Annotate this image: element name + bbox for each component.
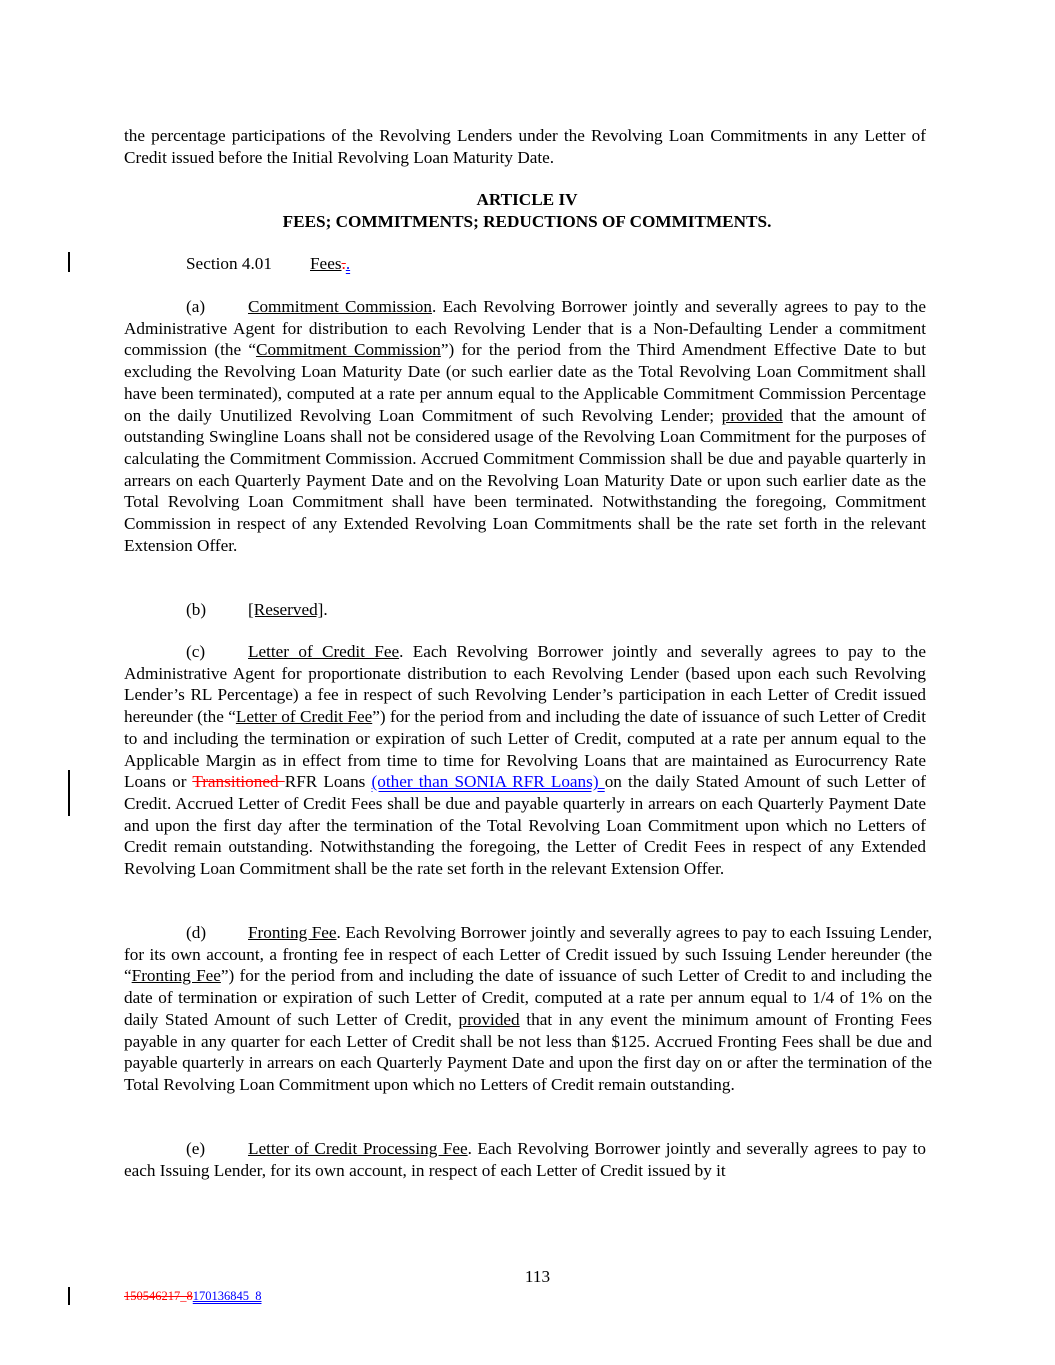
paragraph-heading: Fronting Fee (248, 923, 337, 942)
provided-term: provided (721, 405, 783, 425)
paragraph-label: (b) (186, 600, 207, 619)
change-bar (68, 252, 70, 272)
change-bar (68, 1287, 70, 1305)
paragraph-heading: [Reserved] (248, 600, 324, 619)
provided-term: provided (458, 1009, 520, 1029)
paragraph-text: . Each Revolving Borrower jointly and severally agrees to pay to each Issuing Lender, for its own account, a fronting fee in respect of each Letter of Credit issued by such Issuing Lender hereunder (the “ (124, 923, 932, 986)
paragraph-heading: Letter of Credit Fee (248, 642, 400, 661)
paragraph-text: RFR Loans (284, 772, 372, 792)
inserted-text: (other than SONIA RFR Loans) (371, 772, 605, 792)
paragraph-text: ”) for the period from and including the date of issuance of such Letter of Credit to and including the termination or expiration of such Letter of Credit, computed at a rate per annum equal to the Applicable Margin as in effect from time to time for Revolving Loans that are maintained as Eurocurrency Rate Loans or (124, 707, 927, 792)
change-bar (68, 770, 70, 816)
paragraph-c (124, 641, 926, 880)
inserted-doc-id: 170136845_8 (192, 1289, 262, 1303)
paragraph-text: . Each Revolving Borrower jointly and severally agrees to pay to the Administrative Agent for proportionate distribution to each Revolving Lender (based upon each such Revolving Lender’s RL Percentage) a fee in respect of such Revolving Lender’s participation in each Letter of Credit issued hereunder (the “ (124, 642, 926, 727)
article-number: ARTICLE IV (476, 190, 578, 209)
paragraph-label: (e) (186, 1139, 206, 1158)
page-number: 113 (524, 1267, 551, 1286)
deleted-doc-id: 150546217_8 (124, 1289, 193, 1303)
paragraph-b (124, 599, 926, 621)
section-heading (186, 253, 350, 275)
paragraph-text: that the amount of outstanding Swingline Loans shall not be considered usage of the Revolving Loan Commitment for the purposes of calculating the Commitment Commission. Accrued Commitment Commission shall be due and payable quarterly in arrears on each Quarterly Payment Date and on the Revolving Loan Maturity Date or upon such earlier date as the Total Revolving Loan Commitment shall have been terminated. Notwithstanding the foregoing, Commitment Commission in respect of any Extended Revolving Loan Commitments shall be the rate set forth in the relevant Extension Offer. (124, 405, 926, 555)
paragraph-heading: Letter of Credit Processing Fee (248, 1139, 468, 1158)
paragraph-text: . Each Revolving Borrower jointly and severally agrees to pay to each Issuing Lender, for its own account, in respect of each Letter of Credit issued by it (124, 1139, 926, 1180)
paragraph-label: (d) (186, 923, 207, 942)
paragraph-heading: Commitment Commission (248, 297, 432, 316)
deleted-punctuation: . (341, 254, 346, 273)
paragraph-e (124, 1138, 926, 1181)
paragraph-text: that in any event the minimum amount of Fronting Fees payable in any quarter for each Letter of Credit shall be not less than $125. Accrued Fronting Fees shall be due and payable quarterly in arrears on each Quarterly Payment Date and upon the first day on or after the termination of the Total Revolving Loan Commitment upon which no Letters of Credit remain outstanding. (124, 1009, 932, 1094)
paragraph-label: (a) (186, 297, 206, 316)
top-paragraph: the percentage participations of the Revolving Lenders under the Revolving Loan Commitments in any Letter of Credit issued before the Initial Revolving Loan Maturity Date. (124, 126, 926, 167)
paragraph-a (124, 296, 926, 556)
defined-term: Commitment Commission (255, 340, 441, 360)
paragraph-text: ”) for the period from and including the date of issuance of such Letter of Credit to and including the date of termination or expiration of such Letter of Credit, computed at a rate per annum equal to 1/4 of 1% on the daily Stated Amount of such Letter of Credit, (124, 966, 932, 1029)
defined-term: Letter of Credit Fee (235, 707, 373, 727)
paragraph-d (124, 922, 932, 1096)
section-number: Section 4.01 (186, 254, 272, 273)
document-id (124, 1288, 262, 1304)
defined-term: Fronting Fee (131, 966, 221, 986)
deleted-text: Transitioned (192, 772, 285, 792)
section-title: Fees (310, 254, 342, 273)
article-title: FEES; COMMITMENTS; REDUCTIONS OF COMMITMENTS. (282, 212, 772, 231)
inserted-punctuation: . (345, 254, 351, 273)
paragraph-label: (c) (186, 642, 206, 661)
paragraph-text: . Each Revolving Borrower jointly and severally agrees to pay to the Administrative Agent for distribution to each Revolving Lender that is a Non-Defaulting Lender a commitment commission (the “ (124, 297, 926, 360)
paragraph-text: on the daily Stated Amount of such Letter of Credit. Accrued Letter of Credit Fees shall be due and payable quarterly in arrears on each Quarterly Payment Date and upon the first day after the termination of the Total Revolving Loan Commitment upon which no Letters of Credit remain outstanding. Notwithstanding the foregoing, the Letter of Credit Fees in respect of any Extended Revolving Loan Commitment shall be the rate set forth in the relevant Extension Offer. (124, 772, 926, 879)
paragraph-text: ”) for the period from the Third Amendment Effective Date to but excluding the Revolving Loan Maturity Date (or such earlier date as the Total Revolving Loan Commitment shall have been terminated), computed at a rate per annum equal to the Applicable Commitment Commission Percentage on the daily Unutilized Revolving Loan Commitment of such Revolving Lender; (124, 340, 926, 425)
paragraph-text: . (323, 600, 328, 619)
